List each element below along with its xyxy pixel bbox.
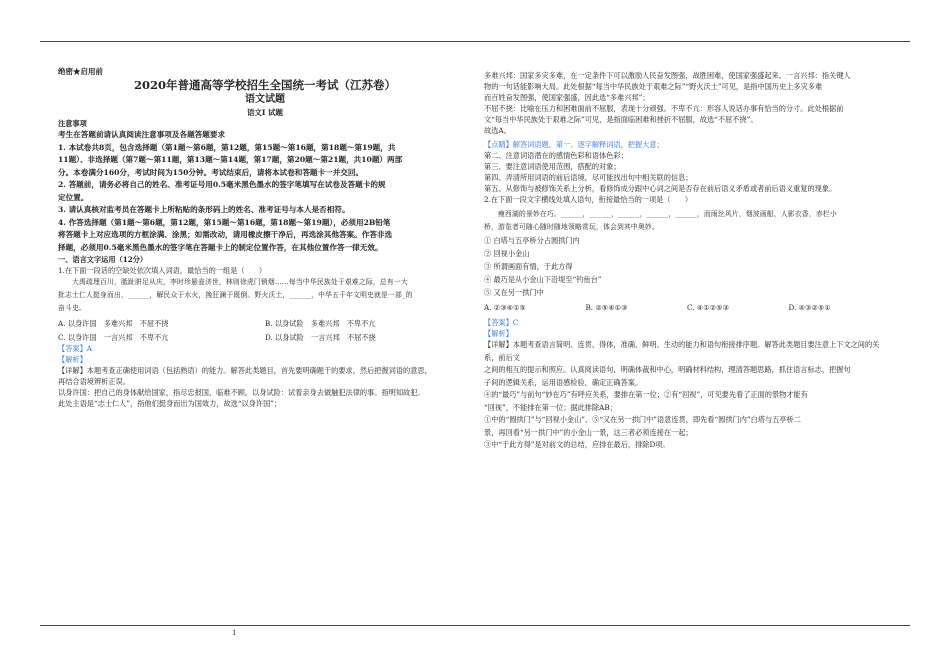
passage-line: 瘦西湖的景妙在巧。______，______，______，______，______，而雨丝风片，烟波画船，人影衣香，赤栏小 xyxy=(498,210,837,218)
question-2-options xyxy=(484,302,890,313)
detail-line: 【详解】本题考查正确使用词语（包括熟语）的能力。解答此类题目，首先要明确题干的要求，然后把握词语的意思， xyxy=(58,366,432,375)
detail-line: 再结合语境辨析正误。 xyxy=(58,377,130,386)
notice-line: 分。本卷满分160分，考试时间为150分钟。考试结束后，请将本试卷和答题卡一并交回。 xyxy=(58,167,364,177)
detail-line: 子间的逻辑关系，运用语感检验，确定正确答案。 xyxy=(484,377,643,387)
analysis-label: 【解析】 xyxy=(58,355,87,364)
detail-line: 之间的相互的提示和照应。认真阅读语句，明确体裁和中心，明确材料结构，理清答题思路，抓住语言标志，把握句 xyxy=(484,365,851,374)
notice-line: 2. 答题前，请务必将自己的姓名、准考证号用0.5毫米黑色墨水的签字笔填写在试卷及答题卡的规 xyxy=(58,180,386,189)
list-item: ③ 所谓画面有情，于此方得 xyxy=(484,262,573,271)
detail-block xyxy=(58,365,472,409)
detail-line: 【详解】本题考查语言简明、连贯、得体，准确、鲜明、生动的能力和语句衔接排序题。解答此类题目要注意上下文之间的关系，前后文 xyxy=(484,340,880,362)
continued-line: 故选A。 xyxy=(484,126,511,135)
passage-line: 大禹疏理百川，胝趾胼足从庆，李时珍悬壶济世，林则徐虎门销烟……每当中华民族处于艰难之际，总有一大 xyxy=(72,278,408,286)
exam-title: 2020年普通高等学校招生全国统一考试（江苏卷） xyxy=(133,78,396,92)
answer-label: 【答案】C xyxy=(484,318,519,327)
option-a: A. ②③④①⑤ xyxy=(484,303,526,312)
detail-line: 此处主语是“志士仁人”，指他们挺身而出为国效力，故选“以身许国”； xyxy=(58,399,282,408)
tips-line: 第四、弄清所用词语的前后语境，尽可能找出句中相关联的信息； xyxy=(484,173,693,182)
passage-line: 奋斗史。 xyxy=(58,304,86,312)
notice-block xyxy=(58,129,472,254)
notice-line: 择题，必须用0.5毫米黑色墨水的签字笔在答题卡上的制定位置作答，在其他位置作答一律无效。 xyxy=(58,242,383,252)
tips-line: 第三、要注意词语使用范围，搭配的对象； xyxy=(484,162,621,171)
continued-line: 不屈不挠：比喻在压力和困难面前不屈服，表现十分顽强。不卑不亢：形容人说话办事有恰当的分寸。此处根据前 xyxy=(484,104,844,113)
option-c: C. ④①②⑤③ xyxy=(687,303,730,312)
passage-line: 桥，游览者可随心随时随地领略赏玩，体会到其中奥妙。 xyxy=(484,223,659,231)
option-c: C. 以身许国 一言兴邦 不卑不亢 xyxy=(58,333,169,342)
answer-label: 【答案】A xyxy=(58,344,92,353)
option-row xyxy=(58,332,472,343)
continued-line: 文“每当中华民族处于艰难之际”可见，是指面临困难和挫折不屈服，故选“不屈不挠”。 xyxy=(484,115,758,124)
tips-heading: 【点睛】解答词语题，第一、逐字解释词语，把握大意； xyxy=(484,140,664,149)
detail-line: ④的“最巧”与前句“妙在巧”有呼应关系，要排在第一位；②有“回视”，可见要先看了正面的景物才能有 xyxy=(484,390,808,399)
notice-line: 1. 本试卷共8页，包含选择题（第1题～第6题，第12题，第15题～第16题，第18题～第19题，共 xyxy=(58,142,396,152)
option-a: A. 以身许国 多难兴邦 不屈不挠 xyxy=(58,319,169,328)
notice-line: 定位置。 xyxy=(58,192,89,202)
question-2-passage xyxy=(484,208,890,234)
analysis-label: 【解析】 xyxy=(484,329,513,338)
header-rule xyxy=(40,41,910,42)
tips-line: 第二、注意词语潜在的感情色彩和语体色彩； xyxy=(484,151,628,160)
notice-line: 11题）、非选择题（第7题～第11题，第13题～第14题，第17题，第20题～第21题，共10题）两部 xyxy=(58,155,403,164)
page-number: 1 xyxy=(232,629,237,637)
list-item: ② 回视小金山 xyxy=(484,249,530,258)
notice-line: 考生在答题前请认真阅读注意事项及各题答题要求 xyxy=(58,130,226,139)
notice-line: 将答题卡上对应选项的方框涂满、涂黑；如需改动，请用橡皮擦干净后，再选涂其他答案。作答非选 xyxy=(58,230,393,239)
question-2-items xyxy=(484,234,890,299)
detail-line: “回视”，不能排在第一位；据此排除AB； xyxy=(484,402,617,412)
option-d: D. ④③②⑤① xyxy=(788,303,831,312)
notice-heading: 注意事项 xyxy=(58,119,87,128)
secret-label: 绝密★启用前 xyxy=(58,67,103,76)
section-heading: 一、语言文字运用（12分） xyxy=(58,255,148,264)
passage-line: 批志士仁人挺身而出，______，解民众于水火，挽狂澜于既倒。野火沃土，______，中华五千年文明史就是一部_的 xyxy=(58,291,413,299)
detail-block xyxy=(484,339,890,452)
detail-line: 景，再回看“另一拱门中”的小金山一景，这三者必须连接在一起； xyxy=(484,427,693,437)
detail-line: ③中“于此方得”是对前文的总结，应排在最后，排除D项。 xyxy=(484,440,670,449)
option-d: D. 以身试险 一言兴邦 不屈不挠 xyxy=(265,333,376,342)
option-row xyxy=(58,318,472,329)
continued-line: 物的一句话能影响大局。此处根据“每当中华民族处于艰难之际”“野火沃土”可见，是指中国历史上多灾多难 xyxy=(484,82,823,91)
continued-line: 多难兴邦：国家多灾多难，在一定条件下可以激励人民奋发图强，战胜困难，使国家强盛起来。一言兴邦：指关键人 xyxy=(484,71,851,80)
list-item: ⑤ 又在另一拱门中 xyxy=(484,288,544,297)
list-item: ① 白塔与五亭桥分占圆拱门内 xyxy=(484,236,580,245)
question-1-stem: 1.在下面一段话的空缺处依次填入词语，最恰当的一组是（ ） xyxy=(58,266,267,275)
detail-line: 以身许国：把自己的身体献给国家，指尽忠报国，临难不顾。以身试险：试着亲身去做触犯法律的事。指明知故犯。 xyxy=(58,388,425,397)
notice-line: 4. 作答选择题（第1题～第6题，第12题，第15题～第16题，第18题～第19题），必须用2B铅笔 xyxy=(58,217,391,227)
continued-line: 而百姓奋发图强，使国家强盛，因此选“多难兴邦”； xyxy=(484,93,650,102)
option-b: B. ②⑤④①③ xyxy=(585,303,628,312)
footer-rule xyxy=(40,625,910,626)
question-1-passage xyxy=(58,276,472,315)
subject-title: 语文试题 xyxy=(245,94,285,105)
continued-block xyxy=(484,70,890,136)
option-b: B. 以身试险 多难兴邦 不卑不亢 xyxy=(265,319,376,328)
tips-line: 第五、从修饰与被修饰关系上分析，看修饰成分跟中心词之间是否存在前后语义矛盾或者前后语义重复的现象。 xyxy=(484,184,837,193)
question-2-stem: 2.在下面一段文字横线处填入语句，衔接最恰当的一项是（ ） xyxy=(484,195,693,204)
notice-line: 3. 请认真核对监考员在答题卡上所粘贴的条形码上的姓名、准考证号与本人是否相符。 xyxy=(58,205,350,214)
tips-block xyxy=(484,139,890,194)
paper-name: 语文Ⅰ 试题 xyxy=(246,108,284,117)
detail-line: ①中的“圆拱门”与“回视小金山”、⑤“又在另一拱门中”语意连贯，即先看“圆拱门内”白塔与五亭桥二 xyxy=(484,415,801,424)
right-column xyxy=(484,70,890,452)
list-item: ④ 最巧是从小金山下沿堤至“钓鱼台” xyxy=(484,275,602,284)
left-column xyxy=(58,66,472,409)
